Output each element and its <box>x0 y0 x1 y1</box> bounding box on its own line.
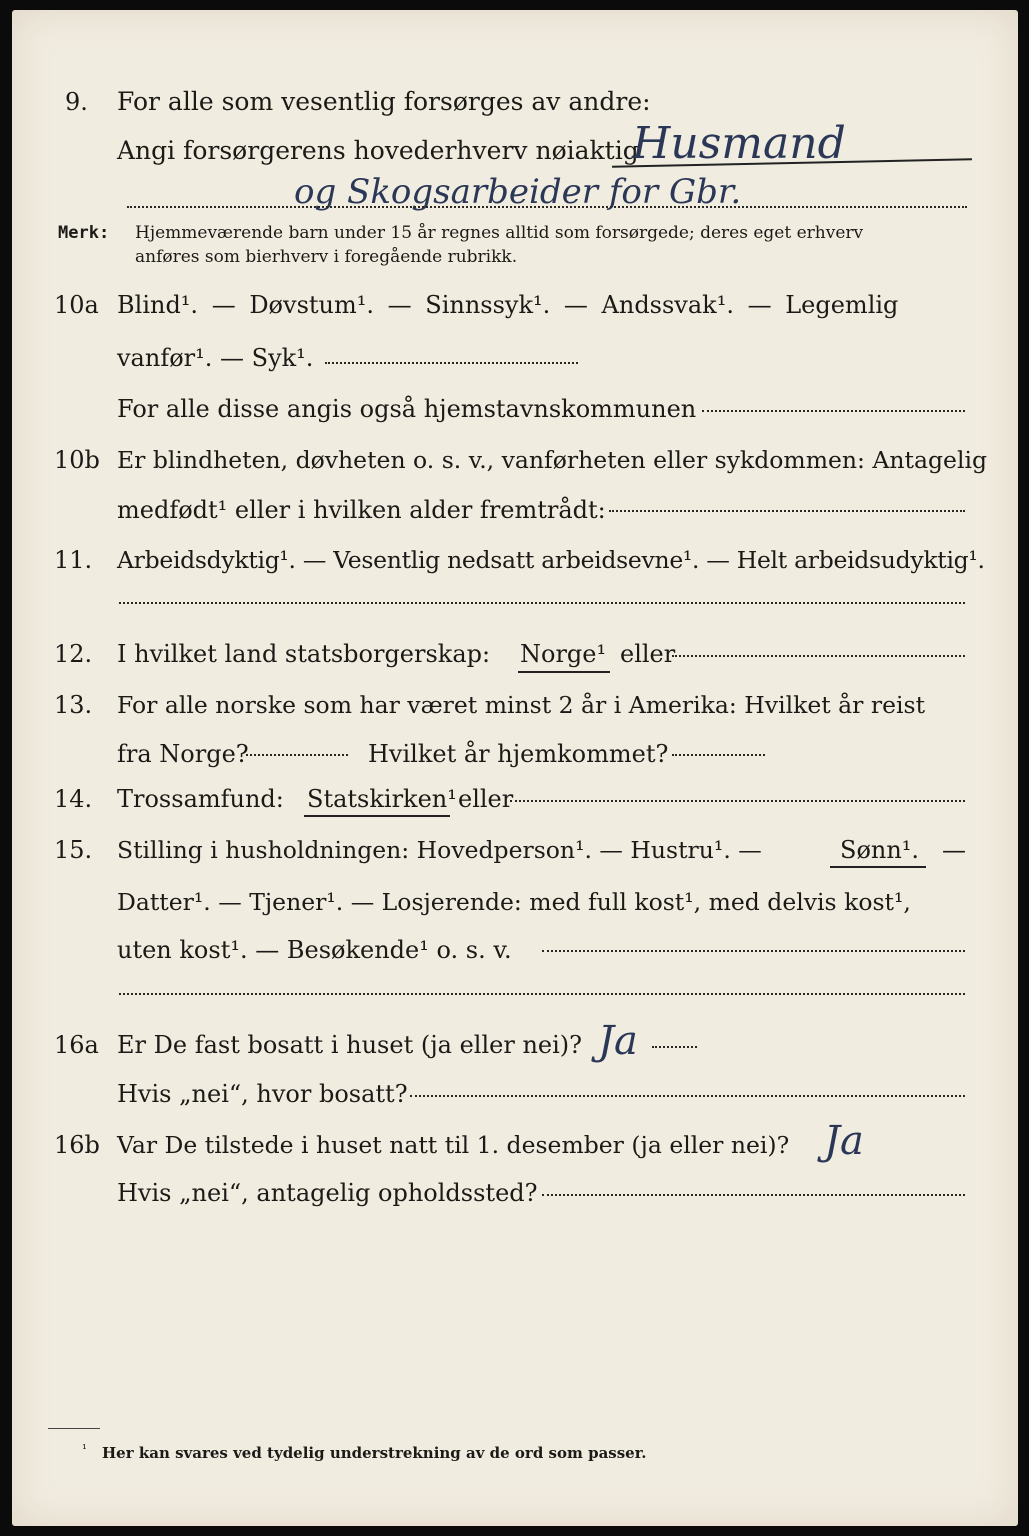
question-10a-number: 10a <box>54 291 99 319</box>
answer-line-10b <box>609 510 965 512</box>
handwritten-answer-16a: Ja <box>598 1018 638 1064</box>
question-15-line-1-dash: — <box>942 836 966 864</box>
answer-line-13-left <box>246 754 348 756</box>
question-11-number: 11. <box>54 546 93 574</box>
answer-line-10a-sick <box>325 362 578 364</box>
question-15-number: 15. <box>54 836 93 864</box>
question-9-line-2: Angi forsørgerens hovederhverv nøiaktig <box>117 136 639 165</box>
question-9-number: 9. <box>65 88 88 116</box>
question-12-text: I hvilket land statsborgerskap: <box>117 640 491 668</box>
question-12-underlined-answer: Norge¹ <box>520 640 607 668</box>
footnote-mark: ¹ <box>82 1442 87 1456</box>
question-16b-line-2: Hvis „nei“, antagelig opholdssted? <box>117 1179 538 1207</box>
note-line-1: Hjemmeværende barn under 15 år regnes alltid som forsørgede; deres eget erhverv <box>135 223 864 243</box>
question-12-underline <box>518 671 610 673</box>
question-13-line-1: For alle norske som har været minst 2 år i Amerika: Hvilket år reist <box>117 691 926 719</box>
handwritten-occupation-continued: og Skogsarbeider for Gbr. <box>294 172 742 212</box>
question-15-line-2: Datter¹. — Tjener¹. — Losjerende: med full kost¹, med delvis kost¹, <box>117 888 911 916</box>
footnote-rule <box>48 1428 100 1429</box>
note-line-2: anføres som bierhverv i foregående rubrikk. <box>135 247 518 267</box>
census-form-page <box>12 10 1018 1526</box>
question-15-line-1: Stilling i husholdningen: Hovedperson¹. — Hustru¹. — <box>117 836 762 864</box>
answer-line-16a-residence <box>410 1095 965 1097</box>
question-16b-number: 16b <box>54 1131 100 1159</box>
question-13-line-2b: Hvilket år hjemkommet? <box>368 740 669 768</box>
handwritten-answer-16b: Ja <box>824 1118 864 1164</box>
answer-line-12 <box>672 655 965 657</box>
question-10a-line-3: For alle disse angis også hjemstavnskommunen <box>117 395 697 423</box>
question-9-line-1: For alle som vesentlig forsørges av andre: <box>117 87 651 116</box>
question-10b-line-2: medfødt¹ eller i hvilken alder fremtrådt: <box>117 496 606 524</box>
question-16a-line-1: Er De fast bosatt i huset (ja eller nei)? <box>117 1031 583 1059</box>
handwritten-occupation: Husmand <box>632 118 846 169</box>
answer-line-9 <box>127 206 967 208</box>
question-10b-number: 10b <box>54 446 100 474</box>
question-15-underlined-answer: Sønn¹. <box>840 836 920 864</box>
question-15-underline <box>830 866 926 868</box>
question-16a-number: 16a <box>54 1031 99 1059</box>
question-15-line-3: uten kost¹. — Besøkende¹ o. s. v. <box>117 936 512 964</box>
answer-line-15 <box>542 950 965 952</box>
question-14-number: 14. <box>54 785 93 813</box>
answer-line-16b <box>542 1194 965 1196</box>
question-16a-line-2: Hvis „nei“, hvor bosatt? <box>117 1080 408 1108</box>
answer-line-10a-municipality <box>702 410 965 412</box>
question-14-label: Trossamfund: <box>117 785 284 813</box>
question-10a-line-1: Blind¹. — Døvstum¹. — Sinnssyk¹. — Andssvak¹. — Legemlig <box>117 291 899 319</box>
question-16b-line-1: Var De tilstede i huset natt til 1. desember (ja eller nei)? <box>117 1131 790 1159</box>
answer-line-11 <box>119 602 965 604</box>
answer-line-16a <box>652 1046 697 1048</box>
question-12-or: eller <box>620 640 676 668</box>
question-14-underline <box>304 815 450 817</box>
answer-line-15-extra <box>119 993 965 995</box>
question-13-number: 13. <box>54 691 93 719</box>
note-label: Merk: <box>58 223 110 243</box>
question-11-line-1: Arbeidsdyktig¹. — Vesentlig nedsatt arbeidsevne¹. — Helt arbeidsudyktig¹. <box>117 546 985 574</box>
answer-line-13-returned <box>672 754 765 756</box>
question-10a-line-2: vanfør¹. — Syk¹. <box>117 344 314 372</box>
question-10b-line-1: Er blindheten, døvheten o. s. v., vanførheten eller sykdommen: Antagelig <box>117 446 988 474</box>
footnote-text: Her kan svares ved tydelig understrekning av de ord som passer. <box>102 1444 647 1462</box>
answer-line-14 <box>510 800 965 802</box>
question-14-or: eller <box>458 785 514 813</box>
question-14-underlined-answer: Statskirken¹ <box>307 785 457 813</box>
question-13-line-2a: fra Norge? <box>117 740 249 768</box>
question-12-number: 12. <box>54 640 93 668</box>
